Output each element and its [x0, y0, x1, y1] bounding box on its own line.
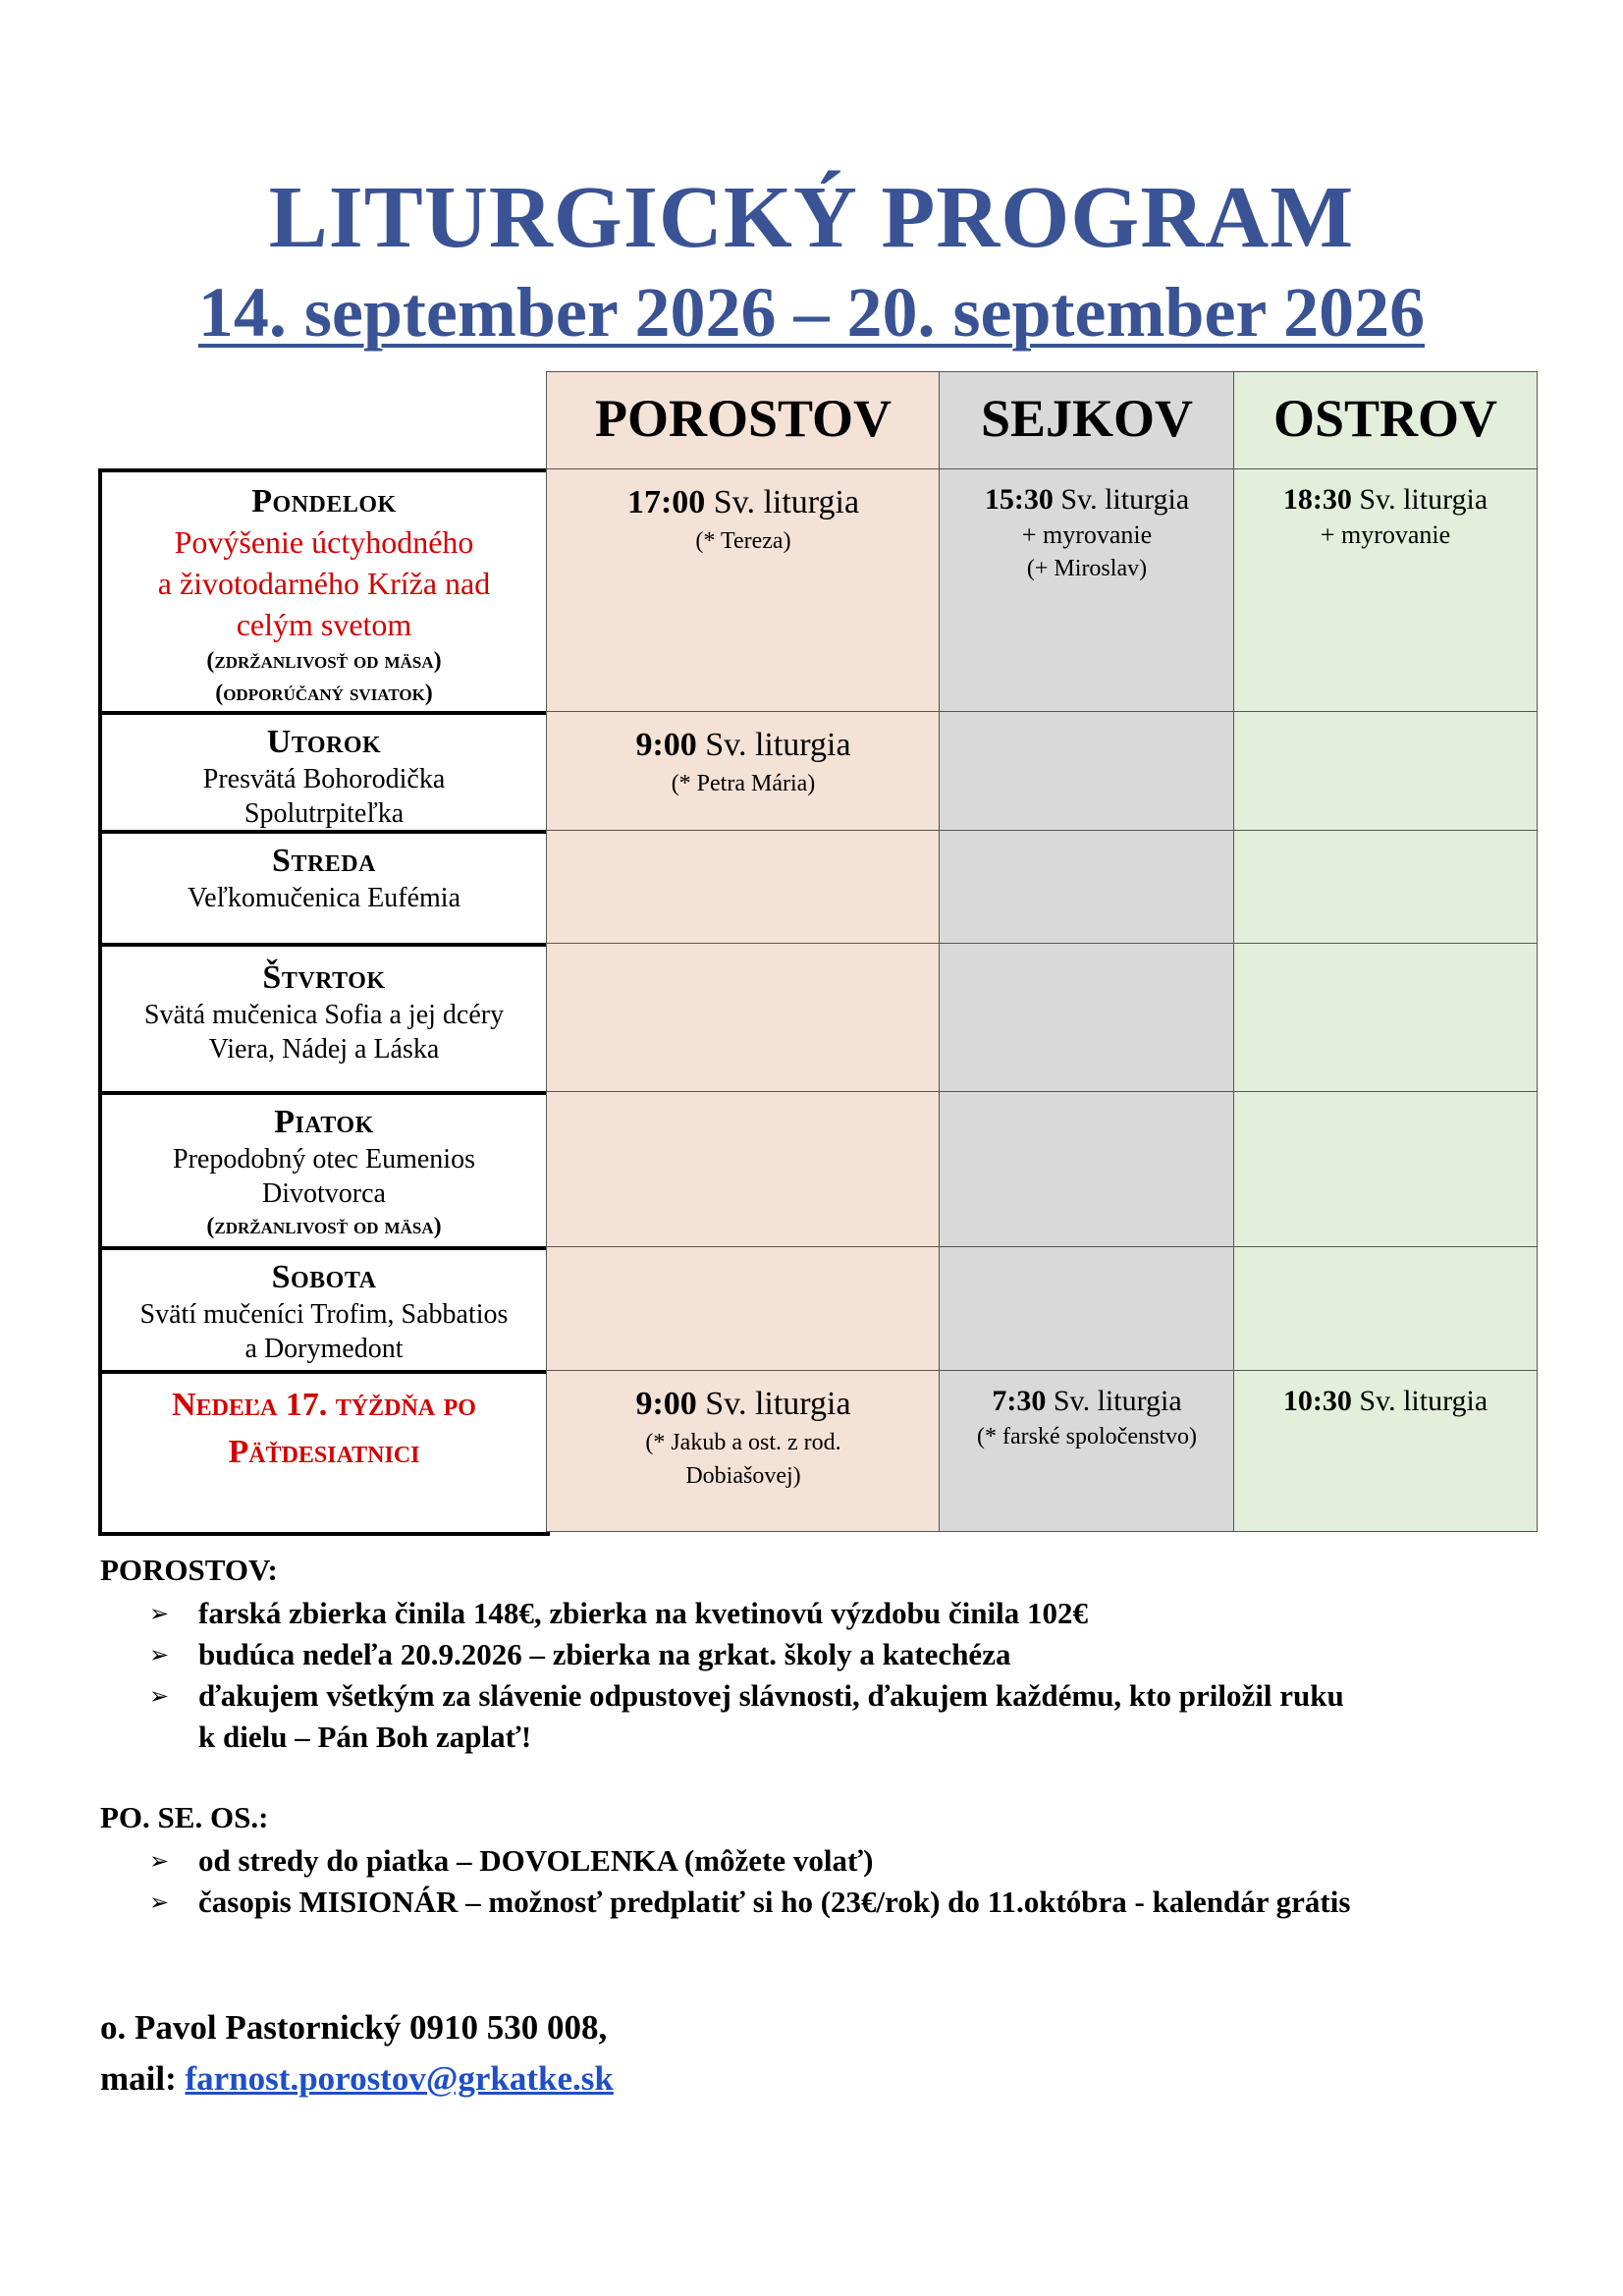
contact-mail: [100, 2054, 614, 2104]
fasting-note: (zdržanlivosť od mäsa): [206, 1214, 442, 1239]
service-intention: (* Tereza): [695, 528, 791, 554]
announcement-item: ➢ ďakujem všetkým za slávenie odpustovej slávnosti, ďakujem každému, kto priložil ruku: [149, 1675, 1465, 1717]
announcements-heading-all: PO. SE. OS.:: [100, 1800, 269, 1834]
day-name: Sobota: [271, 1259, 377, 1295]
service-cell-ostrov-sobota: [1233, 1246, 1538, 1374]
service-name: Sv. liturgia: [1359, 1385, 1488, 1417]
service-cell-sejkov-piatok: [939, 1091, 1235, 1250]
announcement-item: ➢ časopis MISIONÁR – možnosť predplatiť si ho (23€/rok) do 11.októbra - kalendár grátis: [149, 1882, 1465, 1923]
day-name: Pondelok: [251, 483, 397, 519]
day-name: Štvrtok: [262, 959, 386, 996]
email-link[interactable]: farnost.porostov@grkatke.sk: [185, 2059, 614, 2098]
day-cell-stvrtok: [98, 943, 550, 1095]
arrow-bullet-icon: ➢: [149, 1600, 170, 1627]
service-intention: (+ Miroslav): [1026, 556, 1148, 581]
feast-line: Prepodobný otec Eumenios: [173, 1144, 475, 1175]
service-cell-porostov-sobota: [546, 1246, 941, 1374]
feast-line: Presvätá Bohorodička: [202, 764, 446, 794]
service-cell-porostov-piatok: [546, 1091, 941, 1250]
mail-label: mail:: [100, 2059, 177, 2098]
feast-line: Spolutrpiteľka: [243, 798, 405, 829]
arrow-bullet-icon: ➢: [149, 1641, 170, 1668]
day-name: Piatok: [274, 1104, 374, 1140]
day-name: Utorok: [266, 724, 382, 760]
announcement-item-continuation: k dielu – Pán Boh zaplať!: [198, 1720, 532, 1754]
date-range: 14. september 2026 – 20. september 2026: [197, 273, 1426, 352]
service-cell-sejkov-streda: [939, 830, 1235, 947]
day-cell-pondelok: [98, 468, 550, 715]
service-time: 9:00: [635, 1386, 697, 1422]
service-cell-sejkov-nedela: [939, 1370, 1235, 1532]
feast-line: a životodarného Kríža nad: [157, 566, 491, 601]
service-cell-ostrov-piatok: [1233, 1091, 1538, 1250]
arrow-bullet-icon: ➢: [149, 1888, 170, 1916]
service-cell-ostrov-stvrtok: [1233, 943, 1538, 1095]
service-intention: (* Jakub a ost. z rod.: [645, 1430, 841, 1455]
service-intention: Dobiašovej): [685, 1463, 801, 1489]
service-time: 9:00: [635, 727, 697, 763]
service-name: Sv. liturgia: [705, 1386, 851, 1422]
service-cell-sejkov-sobota: [939, 1246, 1235, 1374]
service-cell-sejkov-stvrtok: [939, 943, 1235, 1095]
day-name-line: Nedeľa 17. týždňa po: [172, 1387, 476, 1423]
day-cell-piatok: [98, 1091, 550, 1250]
feast-line: Povýšenie úctyhodného: [174, 524, 474, 560]
service-intention: (* farské spoločenstvo): [977, 1424, 1197, 1449]
service-name: Sv. liturgia: [1359, 483, 1488, 516]
service-cell-porostov-utorok: [546, 711, 941, 834]
service-intention: (* Petra Mária): [671, 771, 816, 796]
service-cell-porostov-stvrtok: [546, 943, 941, 1095]
service-extra: + myrovanie: [1320, 520, 1451, 549]
service-cell-porostov-nedela: [546, 1370, 941, 1532]
day-cell-sobota: [98, 1246, 550, 1374]
column-header-ostrov: OSTROV: [1233, 371, 1538, 470]
feast-line: Svätí mučeníci Trofim, Sabbatios: [139, 1299, 509, 1330]
day-cell-nedela: [98, 1370, 550, 1536]
column-header-porostov: POROSTOV: [546, 371, 941, 470]
arrow-bullet-icon: ➢: [149, 1682, 170, 1710]
feast-line: Divotvorca: [262, 1178, 386, 1209]
service-extra: + myrovanie: [1021, 520, 1153, 549]
announcement-item: ➢ budúca nedeľa 20.9.2026 – zbierka na grkat. školy a katechéza: [149, 1634, 1465, 1675]
service-cell-ostrov-utorok: [1233, 711, 1538, 834]
day-name-line: Päťdesiatnici: [228, 1434, 420, 1470]
service-time: 17:00: [626, 484, 706, 520]
service-time: 10:30: [1282, 1385, 1352, 1417]
day-cell-utorok: [98, 711, 550, 834]
service-time: 7:30: [992, 1385, 1047, 1417]
service-cell-porostov-pondelok: [546, 468, 941, 715]
announcement-item: ➢ farská zbierka činila 148€, zbierka na kvetinovú výzdobu činila 102€: [149, 1593, 1465, 1634]
day-cell-streda: [98, 830, 550, 947]
feast-line: a Dorymedont: [244, 1334, 404, 1364]
service-cell-ostrov-pondelok: [1233, 468, 1538, 715]
service-time: 18:30: [1282, 483, 1352, 516]
feast-line: Viera, Nádej a Láska: [208, 1034, 440, 1065]
announcements-heading-porostov: POROSTOV:: [100, 1553, 278, 1587]
fasting-note: (zdržanlivosť od mäsa): [206, 648, 442, 674]
service-cell-sejkov-pondelok: [939, 468, 1235, 715]
feast-line: celým svetom: [236, 607, 412, 642]
feast-line: Veľkomučenica Eufémia: [187, 883, 461, 913]
service-cell-porostov-streda: [546, 830, 941, 947]
service-name: Sv. liturgia: [713, 484, 860, 520]
service-cell-sejkov-utorok: [939, 711, 1235, 834]
feast-note: (odporúčaný sviatok): [215, 681, 433, 706]
service-cell-ostrov-nedela: [1233, 1370, 1538, 1532]
arrow-bullet-icon: ➢: [149, 1847, 170, 1875]
service-time: 15:30: [984, 483, 1054, 516]
page-title: LITURGICKÝ PROGRAM: [268, 169, 1355, 266]
service-name: Sv. liturgia: [1060, 483, 1190, 516]
column-header-sejkov: SEJKOV: [939, 371, 1235, 470]
service-cell-ostrov-streda: [1233, 830, 1538, 947]
day-name: Streda: [272, 843, 376, 879]
feast-line: Svätá mučenica Sofia a jej dcéry: [143, 1000, 505, 1030]
service-name: Sv. liturgia: [1053, 1385, 1182, 1417]
contact-name-phone: o. Pavol Pastornický 0910 530 008,: [100, 2008, 608, 2047]
service-name: Sv. liturgia: [705, 727, 851, 763]
announcement-item: ➢ od stredy do piatka – DOVOLENKA (môžete volať): [149, 1840, 1465, 1882]
